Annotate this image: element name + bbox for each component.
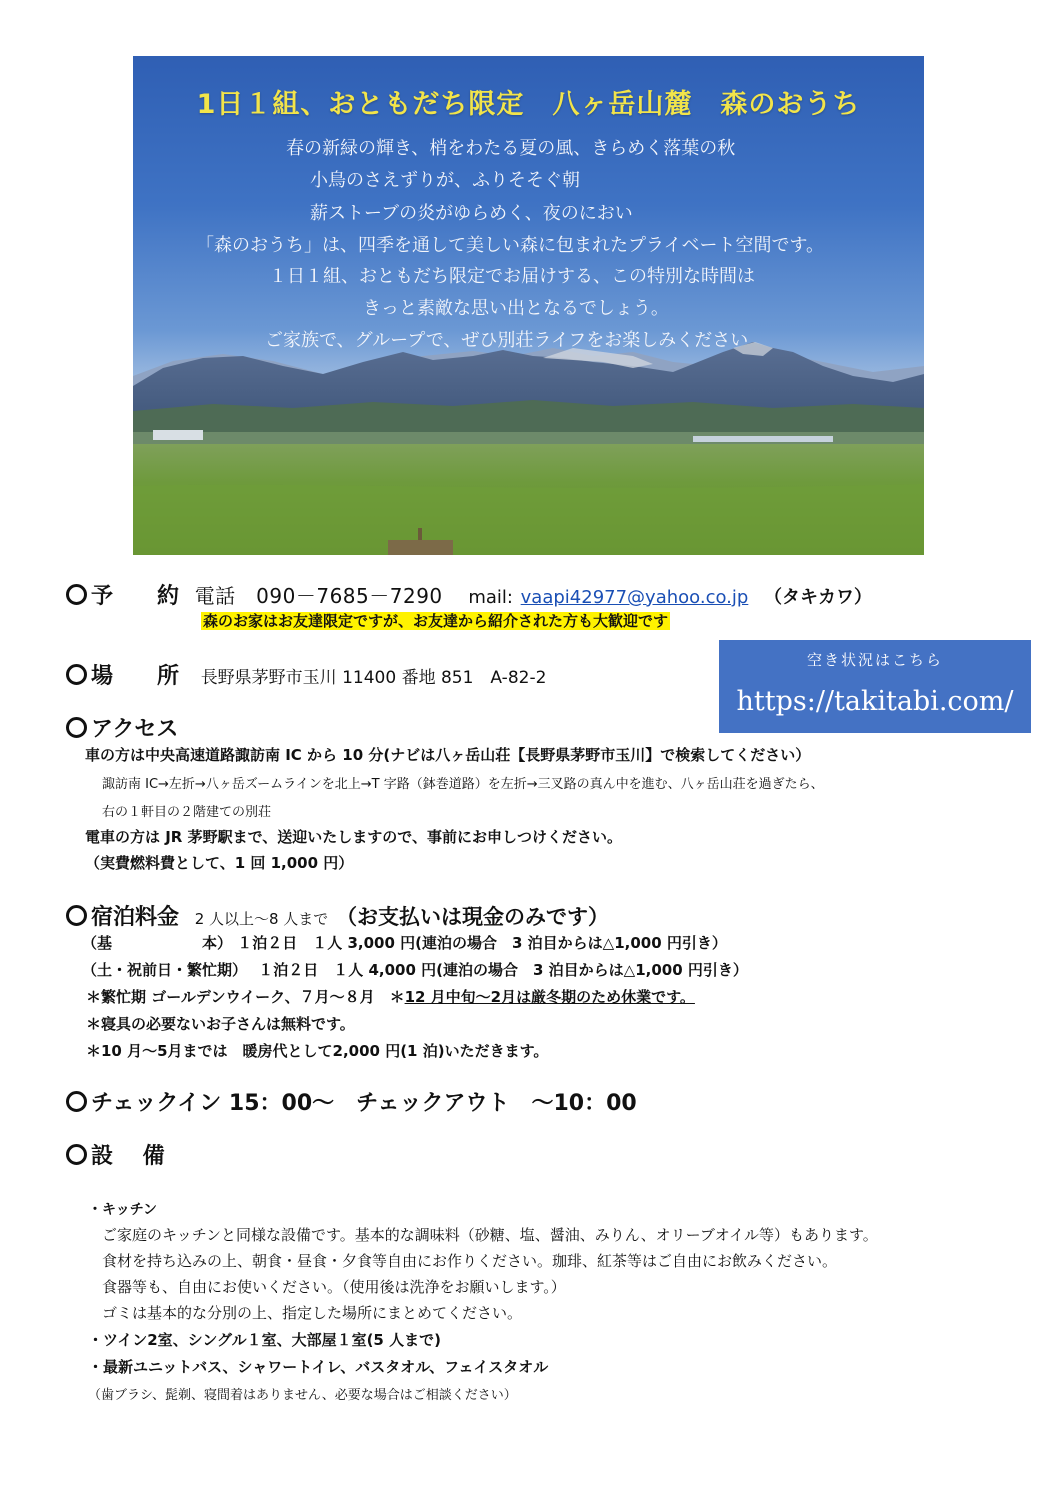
pricing-section: [66, 900, 609, 931]
reservation-mail-label: mail:: [468, 587, 513, 608]
circle-bullet-icon: [66, 717, 87, 738]
reservation-contact-name: （タキカワ）: [764, 587, 872, 608]
pricing-note-1b: 12 月中旬～2月は厳冬期のため休業です。: [404, 988, 695, 1006]
hero-line-2: 小鳥のさえずりが、ふりそそぐ朝: [310, 170, 580, 191]
hero-line-3: 薪ストーブの炎がゆらめく、夜のにおい: [310, 203, 633, 224]
circle-bullet-icon: [66, 905, 87, 926]
pricing-note-3: ＊10 月～5月までは 暖房代として2,000 円(1 泊)いただきます。: [86, 1042, 549, 1060]
pricing-peak-row: [82, 959, 748, 980]
kitchen-line-4: ゴミは基本的な分別の上、指定した場所にまとめてください。: [102, 1304, 523, 1322]
hero-line-5: １日１組、おともだち限定でお届けする、この特別な時間は: [269, 266, 755, 287]
pricing-capacity: 2 人以上～8 人まで: [194, 910, 329, 928]
amenities-note: （歯ブラシ、髭剃、寝間着はありません、必要な場合はご相談ください）: [88, 1388, 517, 1403]
facilities-heading: 設 備: [91, 1144, 165, 1169]
friends-welcome-highlight: 森のお家はお友達限定ですが、お友達から紹介された方も大歓迎です: [203, 612, 669, 630]
pricing-note-1a: ＊繁忙期 ゴールデンウイーク、７月～８月 ＊: [86, 988, 405, 1006]
hero-banner: [133, 56, 924, 555]
access-route-2: 右の１軒目の２階建ての別荘: [102, 805, 272, 820]
pricing-basic-label: （基 本）: [82, 934, 233, 952]
circle-bullet-icon: [66, 584, 87, 605]
kitchen-title: ・キッチン: [88, 1202, 158, 1218]
access-route-1: 諏訪南 IC→左折→八ヶ岳ズームラインを北上→T 字路（鉢巻道路）を左折→三叉路の真ん中を進む、八ヶ岳山荘を過ぎたら、: [102, 777, 824, 792]
hero-line-6: きっと素敵な思い出となるでしょう。: [363, 298, 669, 319]
reservation-mail-link[interactable]: vaapi42977@yahoo.co.jp: [520, 587, 749, 608]
kitchen-line-3: 食器等も、自由にお使いください。（使用後は洗浄をお願いします。）: [102, 1278, 566, 1296]
bath-info: ・最新ユニットバス、シャワートイレ、バスタオル、フェイスタオル: [88, 1358, 549, 1376]
access-section: [66, 712, 178, 743]
availability-label: 空き状況はこちら: [806, 651, 943, 669]
checkin-text: チェックイン 15：00～ チェックアウト ～10：00: [91, 1091, 637, 1116]
hero-line-1: 春の新緑の輝き、梢をわたる夏の風、きらめく落葉の秋: [286, 138, 736, 159]
location-address: 長野県茅野市玉川 11400 番地 851 A-82-2: [200, 668, 547, 688]
kitchen-line-2: 食材を持ち込みの上、朝食・昼食・夕食等自由にお作りください。珈琲、紅茶等はご自由にお飲みください。: [102, 1252, 838, 1270]
hero-line-7: ご家族で、グループで、ぜひ別荘ライフをお楽しみください: [265, 330, 749, 351]
rooms-info: ・ツイン2室、シングル１室、大部屋１室(5 人まで): [88, 1331, 441, 1349]
pricing-note-1: [86, 986, 695, 1007]
availability-url-link[interactable]: https://takitabi.com/: [736, 686, 1014, 717]
pricing-peak-label: （土・祝前日・繁忙期）: [82, 961, 248, 979]
pricing-peak-value: １泊２日 １人 4,000 円(連泊の場合 3 泊目からは△1,000 円引き）: [258, 961, 748, 979]
location-section: [66, 659, 546, 690]
access-heading: アクセス: [91, 717, 179, 742]
pricing-basic-value: １泊２日 １人 3,000 円(連泊の場合 3 泊目からは△1,000 円引き）: [237, 934, 727, 952]
circle-bullet-icon: [66, 664, 87, 685]
availability-box[interactable]: [719, 640, 1031, 733]
access-fee: （実費燃料費として、1 回 1,000 円）: [85, 854, 354, 872]
pricing-heading: 宿泊料金: [91, 905, 180, 930]
circle-bullet-icon: [66, 1091, 87, 1112]
pricing-basic-row: [82, 932, 727, 953]
pricing-payment: （お支払いは現金のみです）: [335, 905, 609, 929]
access-car: 車の方は中央高速道路諏訪南 IC から 10 分(ナビは八ヶ岳山荘【長野県茅野市玉川】で検索してください）: [85, 746, 811, 764]
reservation-heading: 予 約: [91, 584, 180, 609]
location-heading: 場 所: [91, 664, 180, 689]
reservation-phone: 電話 090－7685－7290: [194, 584, 443, 608]
facilities-section: [66, 1139, 165, 1170]
checkin-section: [66, 1086, 637, 1117]
kitchen-line-1: ご家庭のキッチンと同様な設備です。基本的な調味料（砂糖、塩、醤油、みりん、オリーブオイル等）もあります。: [102, 1226, 878, 1244]
hero-line-4: 「森のおうち」は、四季を通して美しい森に包まれたプライベート空間です。: [196, 235, 825, 256]
pricing-note-2: ＊寝具の必要ないお子さんは無料です。: [86, 1015, 355, 1033]
hero-title: 1日１組、おともだち限定 八ヶ岳山麓 森のおうち: [196, 89, 861, 120]
reservation-note: [201, 610, 670, 631]
circle-bullet-icon: [66, 1144, 87, 1165]
reservation-section: [66, 579, 872, 610]
access-train: 電車の方は JR 茅野駅まで、送迎いたしますので、事前にお申しつけください。: [85, 828, 622, 846]
